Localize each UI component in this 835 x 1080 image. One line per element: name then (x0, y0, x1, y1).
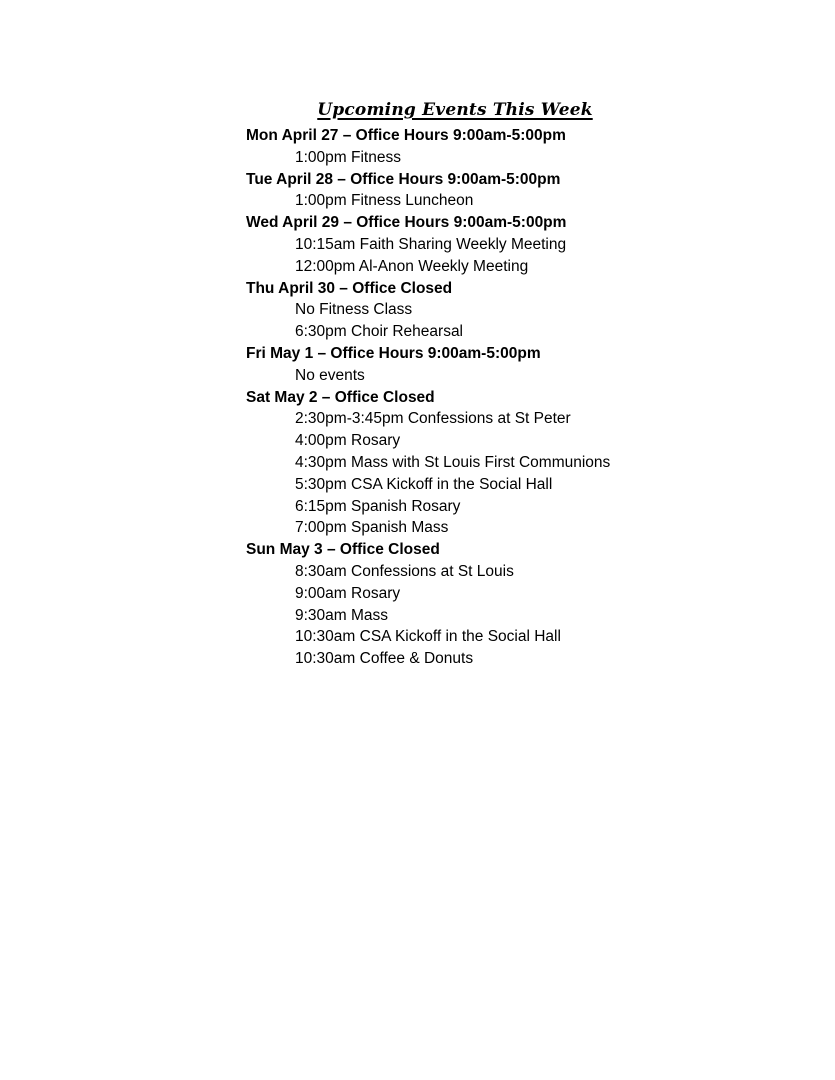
day-section (246, 278, 806, 343)
day-heading: Sat May 2 – Office Closed (246, 388, 435, 406)
event-item: 1:00pm Fitness (295, 148, 401, 166)
events-list (246, 125, 806, 670)
event-item: 10:30am CSA Kickoff in the Social Hall (295, 628, 561, 646)
day-section (246, 169, 806, 213)
day-heading: Wed April 29 – Office Hours 9:00am-5:00pm (246, 214, 567, 232)
event-item: 1:00pm Fitness Luncheon (295, 192, 474, 210)
day-section (246, 387, 806, 540)
day-section (246, 125, 806, 169)
event-item: 2:30pm-3:45pm Confessions at St Peter (295, 410, 571, 428)
day-section (246, 343, 806, 387)
event-list (246, 408, 806, 539)
event-item: 12:00pm Al-Anon Weekly Meeting (295, 257, 529, 275)
event-item: No events (295, 366, 365, 384)
event-item: 8:30am Confessions at St Louis (295, 562, 514, 580)
event-list (246, 190, 806, 212)
event-item: 9:00am Rosary (295, 584, 401, 602)
event-item: 4:00pm Rosary (295, 432, 401, 450)
event-item: 10:30am Coffee & Donuts (295, 650, 474, 668)
event-list (246, 365, 806, 387)
day-heading: Sun May 3 – Office Closed (246, 541, 440, 559)
day-heading: Mon April 27 – Office Hours 9:00am-5:00pm (246, 127, 566, 144)
event-list (246, 234, 806, 278)
event-item: 6:30pm Choir Rehearsal (295, 323, 464, 341)
event-item: 10:15am Faith Sharing Weekly Meeting (295, 235, 567, 253)
event-list (246, 299, 806, 343)
event-item: No Fitness Class (295, 301, 413, 319)
day-heading: Thu April 30 – Office Closed (246, 279, 453, 297)
day-section (246, 539, 806, 670)
day-heading: Tue April 28 – Office Hours 9:00am-5:00pm (246, 170, 561, 188)
event-item: 7:00pm Spanish Mass (295, 519, 449, 537)
day-section (246, 212, 806, 277)
event-list (246, 147, 806, 169)
event-list (246, 561, 806, 670)
event-item: 5:30pm CSA Kickoff in the Social Hall (295, 475, 553, 493)
event-item: 9:30am Mass (295, 606, 389, 624)
page-title: Upcoming Events This Week (317, 100, 593, 120)
day-heading: Fri May 1 – Office Hours 9:00am-5:00pm (246, 344, 541, 362)
event-item: 4:30pm Mass with St Louis First Communions (295, 453, 611, 471)
event-item: 6:15pm Spanish Rosary (295, 497, 461, 515)
